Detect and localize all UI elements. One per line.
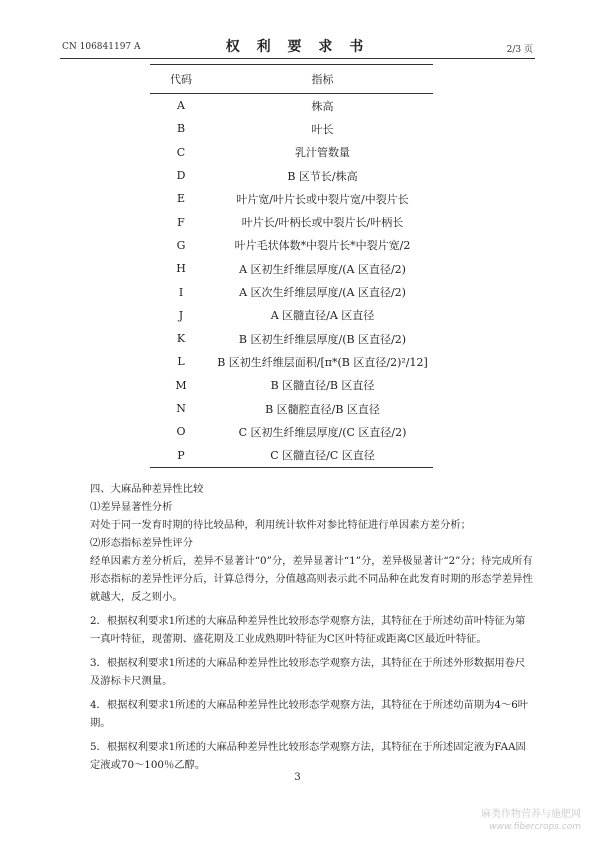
cell-index: B 区髓腔直径/B 区直径 bbox=[265, 402, 380, 416]
cell-index: 叶片宽/叶片长或中裂片宽/中裂片长 bbox=[236, 192, 409, 206]
table-row bbox=[150, 234, 433, 257]
document-title: 权 利 要 求 书 bbox=[225, 39, 370, 55]
patent-number: CN 106841197 A bbox=[62, 42, 141, 52]
claim-5: 5．根据权利要求1所述的大麻品种差异性比较形态学观察方法，其特征在于所述固定液为FAA固定液或70～100％乙醇。 bbox=[90, 741, 526, 771]
cell-index: B 区初生纤维层厚度/(B 区直径/2) bbox=[238, 332, 407, 346]
cell-code: N bbox=[176, 402, 186, 415]
table-row bbox=[150, 280, 433, 303]
page-header bbox=[62, 36, 533, 56]
cell-index: 乳汁管数量 bbox=[295, 146, 350, 160]
table-row bbox=[150, 94, 433, 118]
cell-code: C bbox=[176, 145, 186, 159]
body-text bbox=[90, 480, 533, 780]
table-row bbox=[150, 257, 433, 280]
claim-2: 2．根据权利要求1所述的大麻品种差异性比较形态学观察方法，其特征在于所述幼苗叶特征为第一真叶特征，现蕾期、盛花期及工业成熟期叶特征为C区叶特征或距离C区最近叶特征。 bbox=[90, 615, 526, 645]
watermark bbox=[481, 808, 581, 834]
claim-4: 4．根据权利要求1所述的大麻品种差异性比较形态学观察方法，其特征在于所述幼苗期为4～6叶期。 bbox=[90, 699, 529, 729]
col-header-index: 指标 bbox=[212, 65, 433, 94]
cell-index: C 区初生纤维层厚度/(C 区直径/2) bbox=[238, 425, 407, 439]
cell-index: 株高 bbox=[311, 99, 334, 113]
table-row bbox=[150, 397, 433, 420]
cell-code: B bbox=[176, 122, 186, 136]
cell-code: G bbox=[176, 238, 186, 252]
paragraph: 对处于同一发育时期的待比较品种，利用统计软件对参比特征进行单因素方差分析； bbox=[90, 519, 471, 531]
watermark-name: 麻类作物营养与施肥网 bbox=[481, 809, 581, 820]
cell-index: C 区髓直径/C 区直径 bbox=[212, 443, 433, 467]
col-header-code: 代码 bbox=[150, 65, 212, 94]
cell-index: B 区初生纤维层面积/[π*(B 区直径/2)²/12] bbox=[217, 355, 428, 369]
cell-code: L bbox=[177, 355, 185, 369]
cell-index: 叶片毛状体数*中裂片长*中裂片宽/2 bbox=[234, 239, 411, 253]
table-header-row bbox=[150, 65, 433, 94]
table-row bbox=[150, 327, 433, 350]
table-row bbox=[150, 187, 433, 210]
paragraph: 经单因素方差分析后，差异不显著计“0”分，差异显著计“1”分，差异极显著计“2”分；待完成所有形态指标的差异性评分后，计算总得分，分值越高则表示此不同品种在此发育时期的形态学差异性就越大，反之则小。 bbox=[90, 555, 533, 603]
table-row bbox=[150, 374, 433, 397]
cell-index: A 区髓直径/A 区直径 bbox=[270, 309, 375, 323]
cell-code: D bbox=[176, 169, 186, 183]
cell-code: O bbox=[176, 425, 186, 439]
table-row bbox=[150, 350, 433, 373]
cell-index: A 区初生纤维层厚度/(A 区直径/2) bbox=[239, 262, 406, 276]
table-row bbox=[150, 210, 433, 233]
table-row bbox=[150, 304, 433, 327]
cell-index: B 区髓直径/B 区直径 bbox=[270, 379, 375, 393]
cell-index: A 区次生纤维层厚度/(A 区直径/2) bbox=[239, 286, 406, 300]
cell-code: J bbox=[178, 308, 184, 322]
table-row bbox=[150, 164, 433, 187]
watermark-url: www.fibercrops.com bbox=[489, 822, 581, 832]
cell-index: 叶片长/叶柄长或中裂片长/叶柄长 bbox=[241, 216, 404, 230]
cell-code: I bbox=[178, 285, 184, 299]
page-indicator: 2/3 页 bbox=[506, 45, 533, 55]
cell-code: E bbox=[176, 192, 186, 206]
cell-code: M bbox=[175, 378, 187, 392]
table-row bbox=[150, 117, 433, 140]
header-rule bbox=[60, 58, 535, 59]
cell-code: P bbox=[150, 443, 212, 467]
subheading-significance: ⑴差异显著性分析 bbox=[90, 501, 173, 513]
cell-index: 叶长 bbox=[311, 122, 334, 136]
cell-index: B 区节长/株高 bbox=[287, 169, 358, 183]
page-number: 3 bbox=[294, 772, 301, 783]
index-table bbox=[150, 64, 433, 468]
table-row bbox=[150, 420, 433, 443]
subheading-scoring: ⑵形态指标差异性评分 bbox=[90, 537, 193, 549]
cell-code: K bbox=[176, 332, 186, 346]
section-heading: 四、大麻品种差异性比较 bbox=[90, 483, 204, 495]
cell-code: A bbox=[177, 99, 185, 113]
cell-code: F bbox=[177, 215, 185, 229]
claim-3: 3．根据权利要求1所述的大麻品种差异性比较形态学观察方法，其特征在于所述外形数据用卷尺及游标卡尺测量。 bbox=[90, 657, 526, 687]
table-row bbox=[150, 141, 433, 164]
table-row bbox=[150, 443, 433, 467]
cell-code: H bbox=[176, 262, 186, 276]
